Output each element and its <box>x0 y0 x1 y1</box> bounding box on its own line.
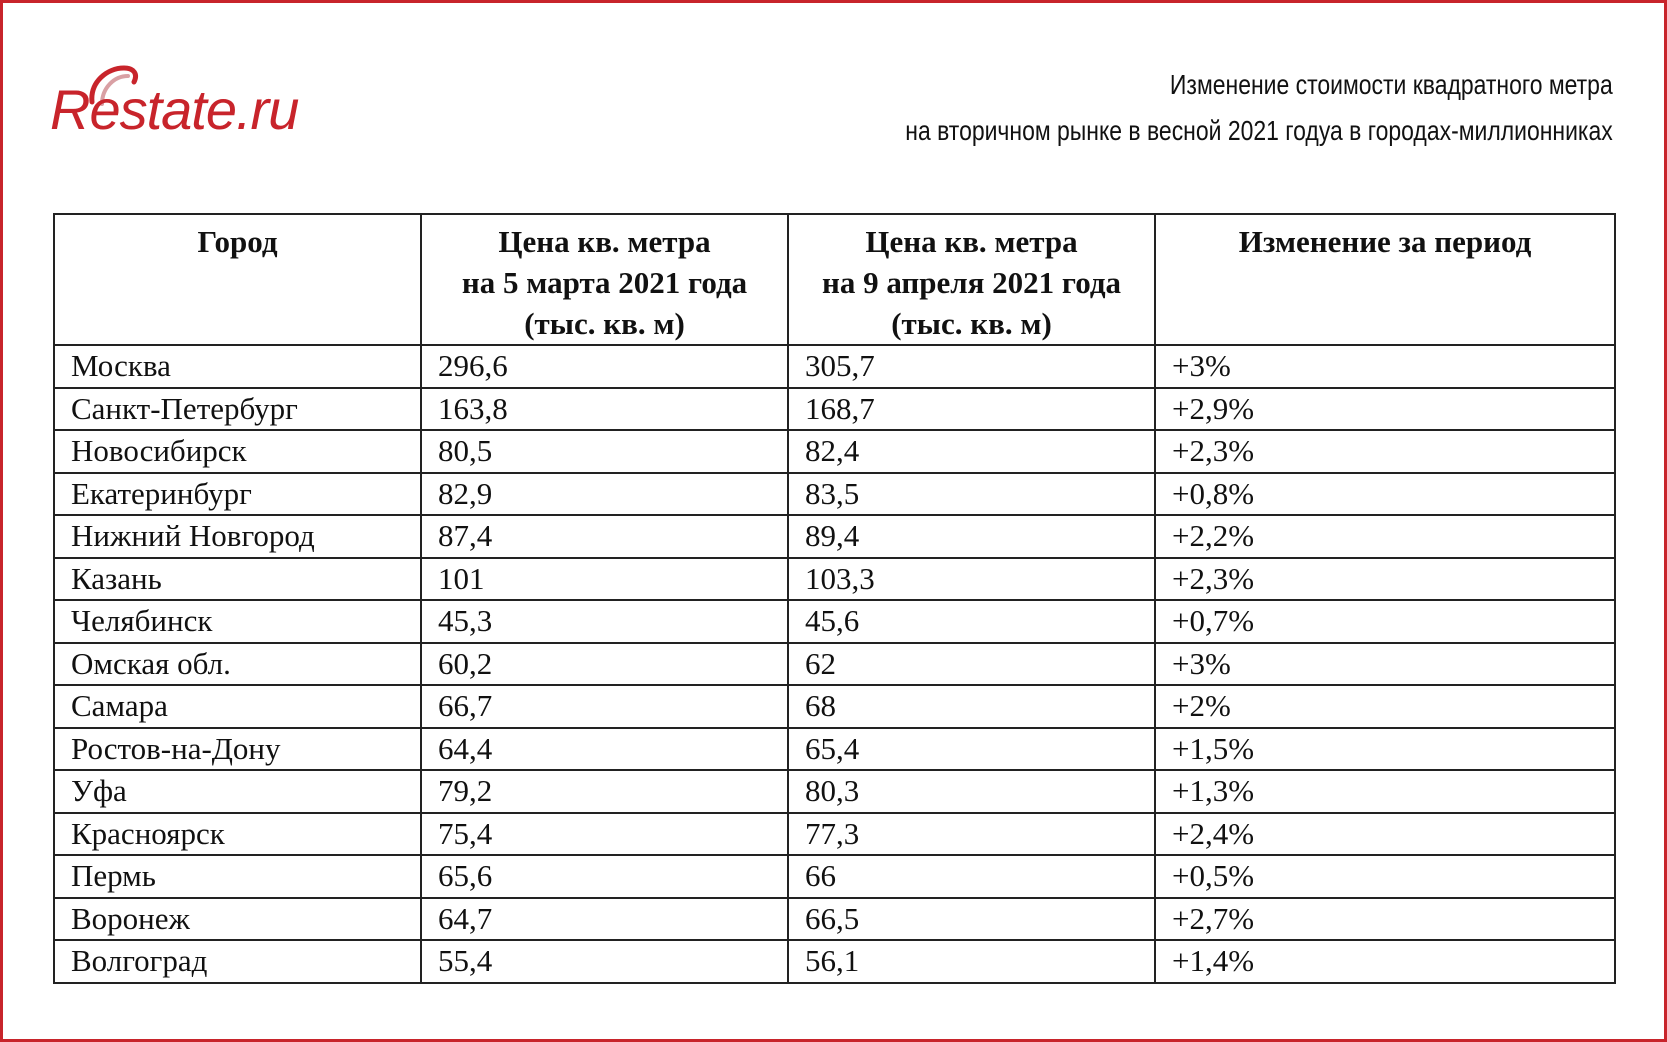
column-header-1 <box>54 214 421 345</box>
march-price-cell: 80,5 <box>421 430 788 473</box>
title-line-2: на вторичном рынке в весной 2021 годуа в городах-миллионниках <box>905 115 1613 146</box>
change-cell: +2,4% <box>1155 813 1615 856</box>
column-header-line: Изменение за период <box>1238 224 1532 259</box>
march-price-cell: 87,4 <box>421 515 788 558</box>
change-cell: +1,5% <box>1155 728 1615 771</box>
city-cell: Ростов-на-Дону <box>54 728 421 771</box>
change-cell: +0,8% <box>1155 473 1615 516</box>
march-price-cell: 163,8 <box>421 388 788 431</box>
change-cell: +0,5% <box>1155 855 1615 898</box>
table-header-row <box>54 214 1615 345</box>
change-cell: +0,7% <box>1155 600 1615 643</box>
city-cell: Санкт-Петербург <box>54 388 421 431</box>
column-header-line: на 9 апреля 2021 года <box>821 265 1122 300</box>
table-row <box>54 855 1615 898</box>
april-price-cell: 103,3 <box>788 558 1155 601</box>
city-cell: Нижний Новгород <box>54 515 421 558</box>
brand-logo <box>50 62 350 162</box>
table-body <box>54 345 1615 983</box>
march-price-cell: 82,9 <box>421 473 788 516</box>
column-header-2 <box>421 214 788 345</box>
table-row <box>54 473 1615 516</box>
city-cell: Воронеж <box>54 898 421 941</box>
march-price-cell: 75,4 <box>421 813 788 856</box>
column-header-line: Цена кв. метра <box>865 224 1078 259</box>
column-header-4 <box>1155 214 1615 345</box>
table-row <box>54 940 1615 983</box>
march-price-cell: 64,7 <box>421 898 788 941</box>
march-price-cell: 60,2 <box>421 643 788 686</box>
city-cell: Уфа <box>54 770 421 813</box>
city-cell: Пермь <box>54 855 421 898</box>
table-row <box>54 345 1615 388</box>
change-cell: +2,9% <box>1155 388 1615 431</box>
april-price-cell: 168,7 <box>788 388 1155 431</box>
table-row <box>54 685 1615 728</box>
column-header-line: на 5 марта 2021 года <box>461 265 748 300</box>
april-price-cell: 68 <box>788 685 1155 728</box>
city-cell: Екатеринбург <box>54 473 421 516</box>
april-price-cell: 56,1 <box>788 940 1155 983</box>
table-row <box>54 600 1615 643</box>
april-price-cell: 62 <box>788 643 1155 686</box>
april-price-cell: 66 <box>788 855 1155 898</box>
march-price-cell: 45,3 <box>421 600 788 643</box>
table-row <box>54 430 1615 473</box>
april-price-cell: 65,4 <box>788 728 1155 771</box>
table-row <box>54 813 1615 856</box>
april-price-cell: 66,5 <box>788 898 1155 941</box>
table-row <box>54 770 1615 813</box>
march-price-cell: 55,4 <box>421 940 788 983</box>
april-price-cell: 89,4 <box>788 515 1155 558</box>
city-cell: Красноярск <box>54 813 421 856</box>
change-cell: +2,2% <box>1155 515 1615 558</box>
change-cell: +2,3% <box>1155 558 1615 601</box>
change-cell: +2,3% <box>1155 430 1615 473</box>
april-price-cell: 305,7 <box>788 345 1155 388</box>
april-price-cell: 82,4 <box>788 430 1155 473</box>
column-header-line: Цена кв. метра <box>498 224 711 259</box>
april-price-cell: 83,5 <box>788 473 1155 516</box>
table-row <box>54 515 1615 558</box>
change-cell: +3% <box>1155 345 1615 388</box>
change-cell: +1,3% <box>1155 770 1615 813</box>
city-cell: Волгоград <box>54 940 421 983</box>
table-row <box>54 558 1615 601</box>
april-price-cell: 45,6 <box>788 600 1155 643</box>
change-cell: +1,4% <box>1155 940 1615 983</box>
march-price-cell: 79,2 <box>421 770 788 813</box>
march-price-cell: 65,6 <box>421 855 788 898</box>
city-cell: Омская обл. <box>54 643 421 686</box>
table-row <box>54 643 1615 686</box>
city-cell: Москва <box>54 345 421 388</box>
logo-text: Restate.ru <box>50 78 299 141</box>
column-header-line: (тыс. кв. м) <box>891 306 1052 341</box>
change-cell: +3% <box>1155 643 1615 686</box>
table-row <box>54 728 1615 771</box>
column-header-line: (тыс. кв. м) <box>524 306 685 341</box>
march-price-cell: 296,6 <box>421 345 788 388</box>
title-line-1: Изменение стоимости квадратного метра <box>1170 69 1613 100</box>
price-table <box>53 213 1616 984</box>
column-header-line: Город <box>197 224 278 259</box>
table-row <box>54 898 1615 941</box>
city-cell: Казань <box>54 558 421 601</box>
change-cell: +2% <box>1155 685 1615 728</box>
table-row <box>54 388 1615 431</box>
city-cell: Новосибирск <box>54 430 421 473</box>
page-title <box>906 62 1613 154</box>
city-cell: Челябинск <box>54 600 421 643</box>
april-price-cell: 80,3 <box>788 770 1155 813</box>
april-price-cell: 77,3 <box>788 813 1155 856</box>
march-price-cell: 101 <box>421 558 788 601</box>
march-price-cell: 66,7 <box>421 685 788 728</box>
march-price-cell: 64,4 <box>421 728 788 771</box>
column-header-3 <box>788 214 1155 345</box>
city-cell: Самара <box>54 685 421 728</box>
change-cell: +2,7% <box>1155 898 1615 941</box>
